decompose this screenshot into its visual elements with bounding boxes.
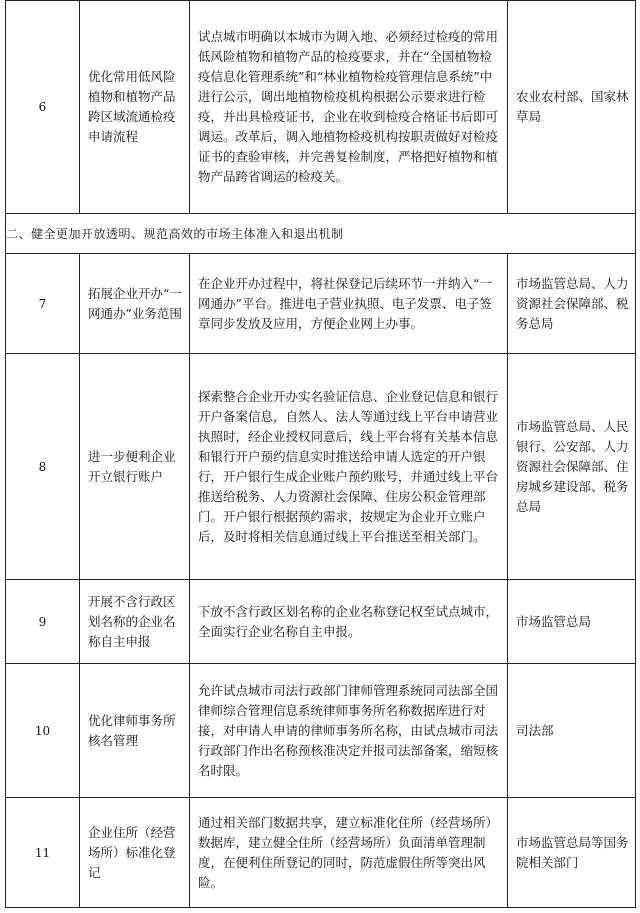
measure-description-cell xyxy=(190,664,508,798)
measure-description-cell xyxy=(190,1,508,214)
row-number: 6 xyxy=(6,1,80,214)
measure-description-cell xyxy=(190,580,508,664)
table-row xyxy=(6,1,636,214)
measure-description: 通过相关部门数据共享，建立标准化住所（经营场所）数据库，建立健全住所（经营场所）负面清单管理制度，在便利住所登记的同时，防范虚假住所等突出风险。 xyxy=(198,814,499,890)
responsible-dept-cell xyxy=(508,580,636,664)
row-number: 11 xyxy=(6,798,80,908)
measure-name: 优化常用低风险植物和植物产品跨区域流通检疫申请流程 xyxy=(88,69,176,144)
responsible-dept: 市场监管总局、人力资源社会保障部、税务总局 xyxy=(516,275,629,331)
responsible-dept-cell xyxy=(508,798,636,908)
responsible-dept-cell xyxy=(508,664,636,798)
measure-name: 进一步便利企业开立银行账户 xyxy=(88,448,176,484)
section-title: 二、健全更加开放透明、规范高效的市场主体准入和退出机制 xyxy=(6,214,636,254)
measure-description-cell xyxy=(190,254,508,354)
measure-description: 允许试点城市司法行政部门律师管理系统同司法部全国律师综合管理信息系统律师事务所名称数据库进行对接，对申请人申请的律师事务所名称，由试点城市司法行政部门作出名称预核准决定并报司法部备案，缩短核名时限。 xyxy=(198,682,499,778)
responsible-dept-cell xyxy=(508,254,636,354)
row-number: 7 xyxy=(6,254,80,354)
measure-name-cell xyxy=(80,354,190,580)
responsible-dept-cell xyxy=(508,354,636,580)
table-row xyxy=(6,664,636,798)
row-number: 10 xyxy=(6,664,80,798)
measure-name-cell xyxy=(80,798,190,908)
measure-name-cell xyxy=(80,254,190,354)
row-number: 8 xyxy=(6,354,80,580)
table-row xyxy=(6,354,636,580)
measure-name-cell xyxy=(80,664,190,798)
table-row xyxy=(6,580,636,664)
responsible-dept: 市场监管总局等国务院相关部门 xyxy=(516,834,629,870)
measure-description-cell xyxy=(190,354,508,580)
measure-name-cell xyxy=(80,580,190,664)
measure-description: 探索整合企业开办实名验证信息、企业登记信息和银行开户备案信息，自然人、法人等通过线上平台申请营业执照时，经企业授权同意后，线上平台将有关基本信息和银行开户预约信息实时推送给申请人选定的开户银行，开户银行生成企业账户预约账号，并通过线上平台推送给税务、人力资源社会保障、住房公积金管理部门。开户银行根据预约需求，按规定为企业开立账户后，及时将相关信息通过线上平台推送至相关部门。 xyxy=(198,388,499,544)
table-row xyxy=(6,798,636,908)
reform-measures-table xyxy=(5,0,636,908)
responsible-dept: 市场监管总局、人民银行、公安部、人力资源社会保障部、住房城乡建设部、税务总局 xyxy=(516,418,629,514)
measure-description-cell xyxy=(190,798,508,908)
measure-description: 在企业开办过程中，将社保登记后续环节一并纳入“一网通办”平台。推进电子营业执照、电子发票、电子签章同步发放及应用，方便企业网上办事。 xyxy=(198,275,492,331)
measure-name: 优化律师事务所核名管理 xyxy=(88,712,176,748)
responsible-dept-cell xyxy=(508,1,636,214)
measure-description: 下放不含行政区划名称的企业名称登记权至试点城市，全面实行企业名称自主申报。 xyxy=(198,603,499,639)
row-number: 9 xyxy=(6,580,80,664)
measure-name: 开展不含行政区划名称的企业名称自主申报 xyxy=(88,593,176,649)
section-row xyxy=(6,214,636,254)
table-row xyxy=(6,254,636,354)
responsible-dept: 农业农村部、国家林草局 xyxy=(516,89,629,124)
responsible-dept: 司法部 xyxy=(516,722,554,738)
measure-name: 企业住所（经营场所）标准化登记 xyxy=(88,824,176,880)
measure-name: 拓展企业开办“一网通办”业务范围 xyxy=(88,285,182,321)
responsible-dept: 市场监管总局 xyxy=(516,613,592,629)
measure-description: 试点城市明确以本城市为调入地、必须经过检疫的常用低风险植物和植物产品的检疫要求，并在“全国植物检疫信息化管理系统”和“林业植物检疫管理信息系统”中进行公示，调出地植物检疫机构根据公示要求进行检疫，并出具检疫证书，企业在收到检疫合格证书后即可调运。改革后，调入地植物检疫机构按职责做好对检疫证书的查验审核，并完善复检制度，严格把好植物和植物产品跨省调运的检疫关。 xyxy=(198,29,499,184)
measure-name-cell xyxy=(80,1,190,214)
